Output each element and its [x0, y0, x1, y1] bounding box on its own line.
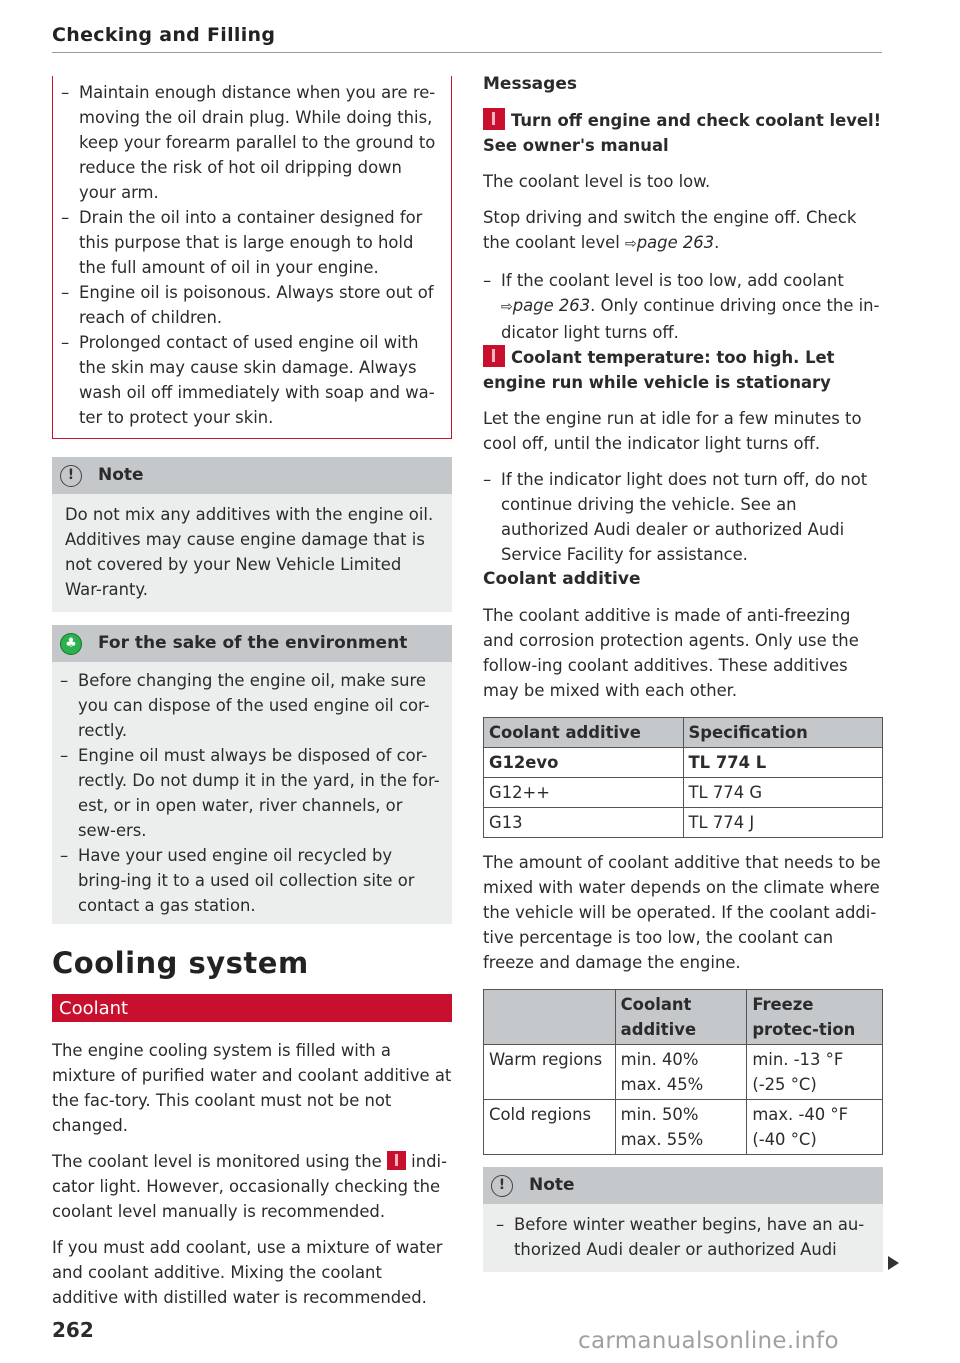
note-icon: !	[491, 1175, 513, 1197]
page-ref-arrow-icon: ⇨	[625, 236, 637, 252]
table-row	[484, 808, 883, 838]
page-header-title: Checking and Filling	[52, 24, 276, 46]
table-header: Coolant additive	[484, 718, 684, 748]
note-body-2	[483, 1204, 883, 1272]
coolant-paragraph-1: The engine cooling system is filled with a mixture of purified water and coolant additive at the fac-tory. This coolant must not be not changed.	[52, 1041, 452, 1135]
environment-header	[52, 625, 452, 662]
freeze-protection-table	[483, 989, 883, 1155]
table-row	[484, 1045, 883, 1100]
additive-table	[483, 717, 883, 838]
note-header	[52, 457, 452, 494]
note-icon: !	[60, 465, 82, 487]
subsection-title: Coolant	[52, 994, 452, 1022]
note-header-2	[483, 1167, 883, 1204]
right-column	[483, 72, 883, 1285]
table-header: Specification	[683, 718, 883, 748]
message-1-bullet: – If the coolant level is too low, add coolant ⇨page 263. Only continue driving once the in-dicator light turns off.	[483, 271, 880, 342]
watermark: carmanualsonline.info	[578, 1328, 839, 1354]
table-cell: Cold regions	[484, 1100, 616, 1155]
messages-heading: Messages	[483, 74, 577, 94]
coolant-paragraph-3: If you must add coolant, use a mixture of water and coolant additive. Mixing the coolant additive with distilled water is recommended.	[52, 1238, 443, 1307]
table-cell: Warm regions	[484, 1045, 616, 1100]
table-header	[484, 990, 616, 1045]
warning-item: – Engine oil is poisonous. Always store out of reach of children.	[61, 283, 434, 327]
coolant-warning-icon	[483, 108, 505, 130]
page-ref-link[interactable]: page 263	[512, 296, 591, 315]
section-title: Cooling system	[52, 946, 309, 980]
coolant-amount-text: The amount of coolant additive that needs to be mixed with water depends on the climate where the vehicle will be operated. If the coolant addi-tive percentage is too low, the coolant can freeze and damage the engine.	[483, 853, 881, 972]
page-ref-link[interactable]: page 263	[636, 233, 715, 252]
table-row	[484, 1100, 883, 1155]
table-cell: min. -13 °F (-25 °C)	[747, 1045, 883, 1100]
table-cell: G12evo	[484, 748, 684, 778]
left-column	[52, 76, 452, 1321]
table-cell: G13	[484, 808, 684, 838]
table-cell: max. -40 °F (-40 °C)	[747, 1100, 883, 1155]
page-ref-arrow-icon: ⇨	[501, 299, 513, 315]
environment-item: – Before changing the engine oil, make sure you can dispose of the used engine oil cor-rectly.	[60, 671, 430, 740]
coolant-temperature-icon	[483, 345, 505, 367]
header-divider	[52, 52, 882, 53]
environment-icon: ♣	[60, 633, 82, 655]
table-row	[484, 748, 883, 778]
note-body: Do not mix any additives with the engine oil. Additives may cause engine damage that is not covered by your New Vehicle Limited War-ranty.	[52, 494, 452, 612]
message-2-text: Let the engine run at idle for a few minutes to cool off, until the indicator light turns off.	[483, 409, 862, 453]
warning-item: – Maintain enough distance when you are re-moving the oil drain plug. While doing this, keep your forearm parallel to the ground to reduce the risk of hot oil dripping down your arm.	[61, 83, 436, 202]
warning-item: – Prolonged contact of used engine oil with the skin may cause skin damage. Always wash oil off immediately with soap and wa-ter to protect your skin.	[61, 333, 435, 427]
coolant-paragraph-2: The coolant level is monitored using the indi-cator light. However, occasionally checking the coolant level manually is recommended.	[52, 1152, 447, 1221]
table-cell: TL 774 J	[683, 808, 883, 838]
table-row	[484, 778, 883, 808]
table-header: Freeze protec-tion	[747, 990, 883, 1045]
note-item: – Before winter weather begins, have an au-thorized Audi dealer or authorized Audi	[496, 1215, 865, 1259]
table-cell: TL 774 G	[683, 778, 883, 808]
table-cell: min. 50% max. 55%	[615, 1100, 747, 1155]
table-cell: G12++	[484, 778, 684, 808]
coolant-additive-heading: Coolant additive	[483, 569, 641, 589]
warning-item: – Drain the oil into a container designed for this purpose that is large enough to hold the full amount of oil in your engine.	[61, 208, 423, 277]
coolant-indicator-icon	[387, 1151, 406, 1170]
message-1-title: Turn off engine and check coolant level! See owner's manual	[483, 108, 883, 158]
table-header: Coolant additive	[615, 990, 747, 1045]
message-1-text-1: The coolant level is too low.	[483, 172, 711, 191]
environment-item: – Have your used engine oil recycled by bring-ing it to a used oil collection site or contact a gas station.	[60, 846, 415, 915]
note-title: Note	[98, 465, 144, 485]
continue-arrow-icon	[888, 1256, 899, 1270]
table-cell: min. 40% max. 45%	[615, 1045, 747, 1100]
environment-title: For the sake of the environment	[98, 633, 408, 653]
environment-item: – Engine oil must always be disposed of cor-rectly. Do not dump it in the yard, in the for-est, or in open water, river channels, or sew-ers.	[60, 746, 440, 840]
coolant-additive-text: The coolant additive is made of anti-freezing and corrosion protection agents. Only use the follow-ing coolant additives. These additives may be mixed with each other.	[483, 606, 859, 700]
page-number: 262	[52, 1318, 94, 1342]
environment-body	[52, 662, 452, 924]
message-1-text-2: Stop driving and switch the engine off. Check the coolant level ⇨page 263.	[483, 208, 857, 252]
table-cell: TL 774 L	[683, 748, 883, 778]
message-2-title: Coolant temperature: too high. Let engine run while vehicle is stationary	[483, 345, 883, 395]
note-title: Note	[529, 1175, 575, 1195]
warning-box	[52, 76, 452, 439]
message-2-bullet: – If the indicator light does not turn off, do not continue driving the vehicle. See an authorized Audi dealer or authorized Audi Service Facility for assistance.	[483, 470, 868, 564]
